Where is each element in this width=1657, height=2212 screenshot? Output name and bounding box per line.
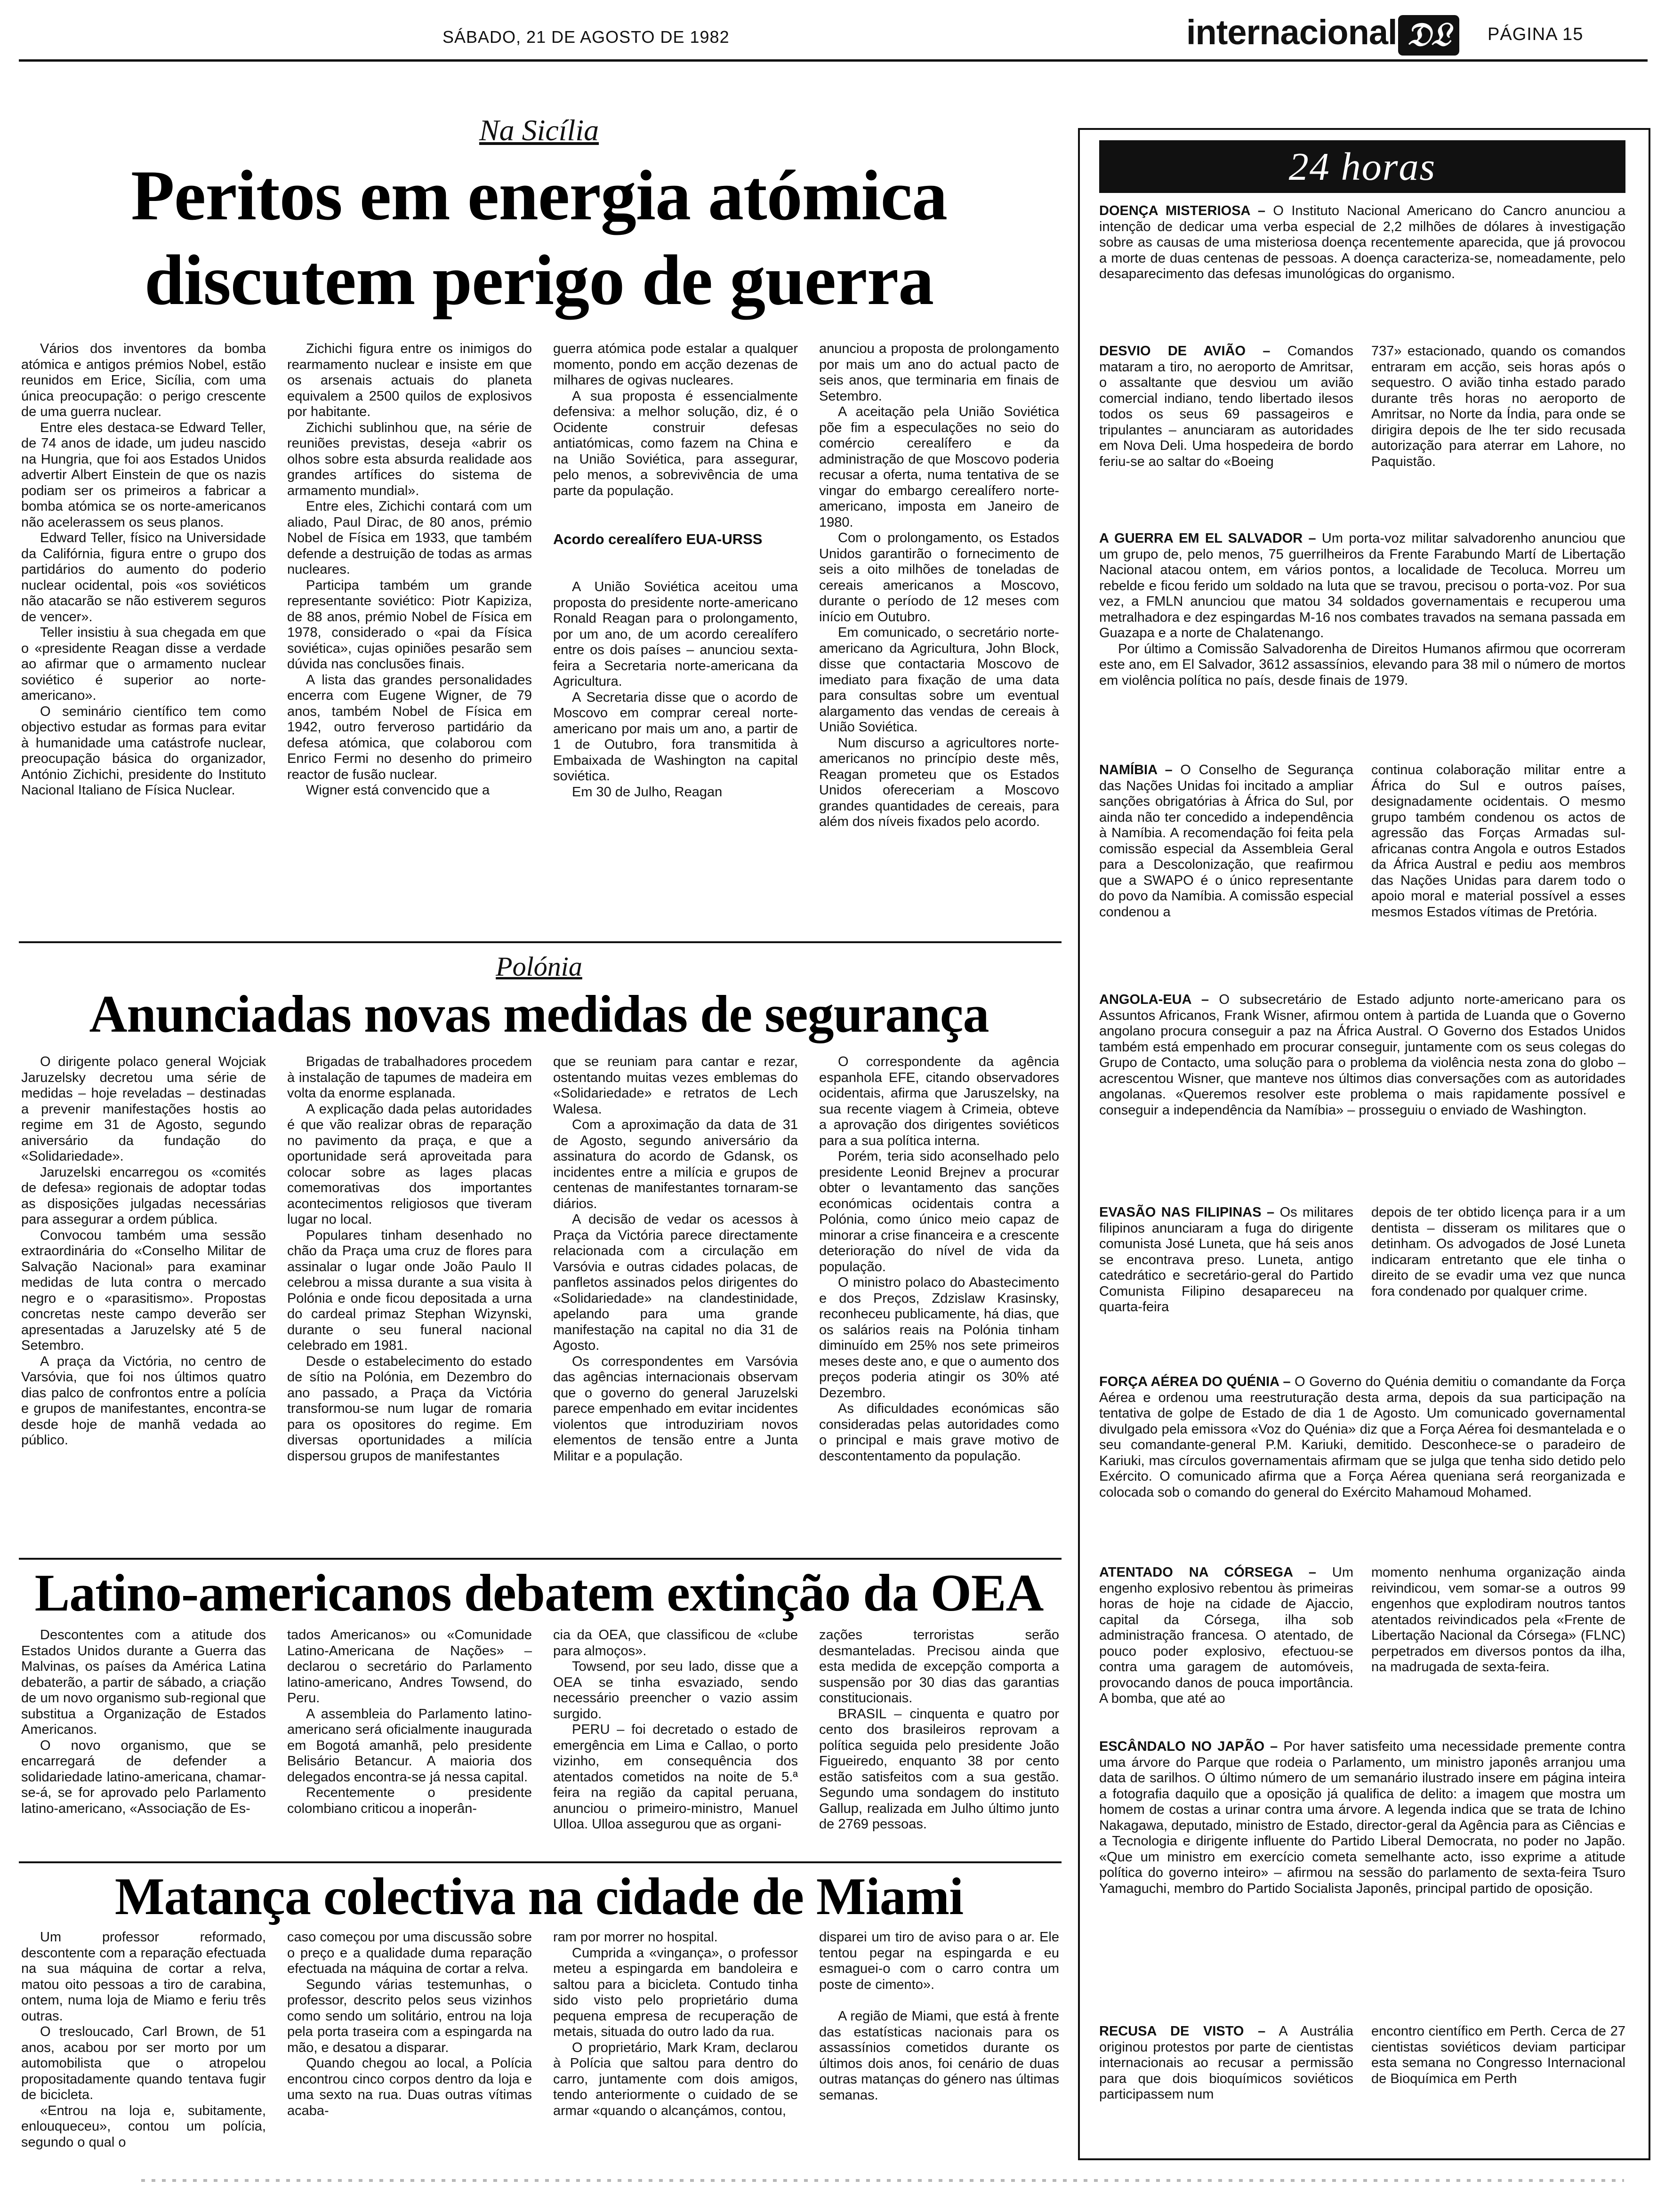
article1-paragraph: Participa também um grande representante soviético: Piotr Kapiziza, de 88 anos, prémio Nobel de Física em 1978, considerado o «pai da Física soviética», cujas opiniões pesarão sem dúvida nas conclusões finais. (287, 577, 532, 672)
article1-paragraph: Em comunicado, o secretário norte-americano da Agricultura, John Block, disse que contactaria Moscovo de imediato para fixação de uma data para consultas sobre um eventual alargamento das vendas de cereais à União Soviética. (819, 625, 1059, 735)
article3-paragraph: Descontentes com a atitude dos Estados Unidos durante a Guerra das Malvinas, os países da América Latina debaterão, a partir de sábado, a criação de um novo organismo sub-regional que substitua a Organização de Estados Americanos. (21, 1627, 266, 1737)
brief-doenca (1099, 203, 1625, 282)
article2-paragraph: Convocou também uma sessão extraordinária do «Conselho Militar de Salvação Nacional» para examinar medidas de luta contra o mercado negro e o «parasitismo». Propostas concretas neste campo deverão ser apresentadas a Jaruzelsky até 5 de Setembro. (21, 1227, 266, 1353)
article3-paragraph: BRASIL – cinquenta e quatro por cento dos brasileiros reprovam a política seguida pelo presidente João Figueiredo, enquanto 38 por cento estão satisfeitos com a sua gestão. Segundo uma sondagem do instituto Gallup, realizada em Julho último junto de 2769 pessoas. (819, 1706, 1059, 1832)
article1-paragraph: Em 30 de Julho, Reagan (572, 784, 723, 800)
brief-angola (1099, 992, 1625, 1118)
brief-label: EVASÃO NAS FILIPINAS – (1099, 1205, 1275, 1220)
brief-desvio-col1 (1099, 344, 1353, 470)
article4-column-3 (553, 1930, 798, 2119)
article2-column-1 (21, 1054, 266, 1449)
article2-paragraph: O dirigente polaco general Wojciak Jaruzelsky decretou uma série de medidas – hoje reveladas – destinadas a prevenir manifestações hostis ao regime em 31 de Agosto, segundo aniversário da fundação do «Solidariedade». (21, 1054, 266, 1164)
article3-paragraph: PERU – foi decretado o estado de emergência em Lima e Callao, o porto vizinho, em consequência dos atentados cometidos na noite de 5.ª feira na região da capital peruana, anunciou o primeiro-ministro, Manuel Ulloa. Ulloa assegurou que as organi- (553, 1722, 798, 1832)
article4-paragraph: Cumprida a «vingança», o professor meteu a espingarda em bandoleira e saltou para a bicicleta. Contudo tinha sido visto pelo proprietário duma pequena empresa de recuperação de metais, situada do outro lado da rua. (553, 1945, 798, 2039)
brief-text: 737» estacionado, quando os comandos entraram em acção, seis horas após o sequestro. O avião tinha estado parado durante três horas no aeroporto de Amritsar, no Norte da Índia, para onde se dirigira depois de lhe ter sido recusada autorização para aterrar em Lahore, no Paquistão. (1371, 344, 1625, 469)
article2-paragraph: O ministro polaco do Abastecimento e dos Preços, Zdzislaw Krasinsky, reconheceu publicamente, há dias, que os salários reais na Polónia tinham diminuído em 25% nos sete primeiros meses deste ano, e que o aumento dos preços poderia atingir os 30% até Dezembro. (819, 1275, 1059, 1401)
article1-paragraph: Wigner está convencido que a (306, 783, 490, 798)
article3-column-4 (819, 1627, 1059, 1833)
bottom-print-artifact (141, 2179, 1624, 2182)
brief-label: DESVIO DE AVIÃO – (1099, 344, 1271, 359)
article1-paragraph: Entre eles, Zichichi contará com um aliado, Paul Dirac, de 80 anos, prémio Nobel de Física em 1933, que também defende a destruição de todas as armas nucleares. (287, 499, 532, 577)
article4-column-2 (287, 1930, 532, 2119)
article2-headline: Anunciadas novas medidas de segurança (89, 985, 989, 1043)
brief-text: O Governo do Quénia demitiu o comandante da Força Aérea e ordenou uma reestruturação desta arma, depois da sua participação na tentativa de golpe de Estado de dia 1 de Agosto. Um comunicado governamental divulgado pela emissora «Voz do Quénia» diz que a Força Aérea foi desmantelada e o seu comandante-general P.M. Kariuki, demitido. Desconhece-se o paradeiro de Kariuki, mas círculos governamentais afirmam que se julga que tenha sido detido pelo Exército. O comunicado afirma que a Força Aérea queniana será reorganizada e colocada sob o comando do general do Exército Mahamoud Mohamed. (1099, 1374, 1626, 1500)
article2-paragraph: As dificuldades económicas são consideradas pelas autoridades como o principal e mais grave motivo de descontentamento da população. (819, 1401, 1059, 1464)
brief-label: A GUERRA EM EL SALVADOR – (1099, 531, 1316, 546)
article3-paragraph: cia da OEA, que classificou de «clube para almoços». (553, 1627, 798, 1659)
article3-paragraph: O novo organismo, que se encarregará de defender a solidariedade latino-americana, chamar-se-á, se for aprovado pelo Parlamento latino-americano, «Associação de Es- (21, 1738, 266, 1816)
article3-column-1 (21, 1627, 266, 1817)
brief-filipinas-col1 (1099, 1205, 1353, 1315)
article1-paragraph: Num discurso a agricultores norte-americanos no princípio deste mês, Reagan prometeu que os Estados Unidos ofereceriam a Moscovo grandes quantidades de cereais, para além dos níveis fixados pelo acordo. (819, 735, 1059, 829)
article1-kicker: Na Sicília (479, 113, 599, 147)
article4-paragraph: O proprietário, Mark Kram, declarou à Polícia que saltou para dentro do carro, juntamente com dois amigos, tendo anteriormente o cuidado de se armar «quando o alcançámos, contou, (553, 2040, 798, 2118)
brief-text: O Instituto Nacional Americano do Cancro anunciou a intenção de dedicar uma verba especial de 2,2 milhões de dólares à investigação sobre as causas de uma misteriosa doença recentemente aparecida, que já provocou a morte de duas centenas de pessoas. A doença caracteriza-se, nomeadamente, pelo desaparecimento das defesas imunológicas do organismo. (1099, 203, 1625, 281)
article4-paragraph: disparei um tiro de aviso para o ar. Ele tentou pegar na espingarda e eu esmaguei-o com o carro contra um poste de cimento». (819, 1930, 1059, 1992)
article2-paragraph: Jaruzelski encarregou os «comités de defesa» regionais de adoptar todas as disposições julgadas necessárias para assegurar a ordem pública. (21, 1164, 266, 1227)
article1-paragraph: A aceitação pela União Soviética põe fim a especulações no seio do comércio cerealífero e da administração de que Moscovo poderia recusar a oferta, numa tentativa de se vingar do embargo cerealífero norte-americano, imposta em Janeiro de 1980. (819, 404, 1059, 530)
brief-text: Por último a Comissão Salvadorenha de Direitos Humanos afirmou que ocorreram este ano, em El Salvador, 3612 assassínios, elevando para 38 mil o número de mortos em violência política no país, desde finais de 1979. (1099, 641, 1625, 688)
page-number: PÁGINA 15 (1488, 24, 1584, 44)
article1-paragraph: Edward Teller, físico na Universidade da Califórnia, figura entre o grupo dos partidários do aumento do poderio nuclear ocidental, pois «os soviéticos não atacarão se não estiverem seguros de vencer». (21, 530, 266, 625)
article1-paragraph: Vários dos inventores da bomba atómica e antigos prémios Nobel, estão reunidos em Erice, Sicília, com uma única preocupação: o perigo crescente de uma guerra nuclear. (21, 341, 266, 419)
article1-paragraph: Zichichi figura entre os inimigos do rearmamento nuclear e insiste em que os arsenais actuais do planeta equivalem a 2500 quilos de explosivos por habitante. (287, 341, 532, 419)
brief-label: DOENÇA MISTERIOSA – (1099, 203, 1265, 218)
article2-column-3 (553, 1054, 798, 1464)
article1-paragraph: A sua proposta é essencialmente defensiva: a melhor solução, diz, é o Ocidente construir defesas antiatómicas, como fazem na China e na União Soviética, para assegurar, pelo menos, a sobrevivência de uma parte da população. (553, 388, 798, 498)
brief-namibia-col1 (1099, 762, 1353, 920)
brief-label: FORÇA AÉREA DO QUÉNIA – (1099, 1374, 1291, 1389)
brief-label: ESCÂNDALO NO JAPÃO – (1099, 1739, 1278, 1754)
article4-column-1 (21, 1930, 266, 2150)
brief-label: NAMÍBIA – (1099, 762, 1173, 777)
article1-headline-line1: Peritos em energia atómica (131, 156, 947, 235)
brief-text: A Austrália originou protestos por parte de cientistas internacionais ao recusar a permissão para que dois bioquímicos soviéticos participassem num (1099, 2024, 1353, 2102)
brief-corsega-col1 (1099, 1565, 1353, 1707)
article4-paragraph: Segundo várias testemunhas, o professor, descrito pelos seus vizinhos como sendo um solitário, entrou na loja pela porta traseira com a espingarda na mão, e desatou a disparar. (287, 1977, 532, 2055)
brief-quenia (1099, 1374, 1625, 1500)
brief-text: Um porta-voz militar salvadorenho anunciou que um grupo de, pelo menos, 75 guerrilheiros da Frente Farabundo Martí de Libertação Nacional atacou ontem, em vários pontos, a localidade de Tecoluca. Morreu um rebelde e ficou ferido um soldado na luta que se travou, precisou o porta-voz. Por sua vez, a FMLN anunciou que matou 34 soldados governamentais e recuperou uma metralhadora e dez espingardas M-16 nos combates travados na semana passada em Guazapa e a norte de Chalatenango. (1099, 531, 1625, 641)
article1-subhead: Acordo cerealífero EUA-URSS (553, 531, 763, 547)
briefs-title: 24 horas (1099, 140, 1625, 193)
article4-paragraph: Um professor reformado, descontente com a reparação efectuada na sua máquina de cortar a relva, matou oito pessoas a tiro de carabina, ontem, numa loja de Miamo e feriu três outras. (21, 1930, 266, 2024)
brief-japao (1099, 1739, 1625, 1897)
article1-column-2 (287, 341, 532, 799)
article3-paragraph: Recentemente o presidente colombiano criticou a inoperân- (287, 1785, 532, 1816)
brief-label: ATENTADO NA CÓRSEGA – (1099, 1565, 1316, 1580)
article1-paragraph: Entre eles destaca-se Edward Teller, de 74 anos de idade, um judeu nascido na Hungria, que foi aos Estados Unidos advertir Albert Einstein de que os nazis podiam ser os primeiros a fabricar a bomba atómica se os norte-americanos não acelerassem os seus planos. (21, 420, 266, 530)
brief-text: O Conselho de Segurança das Nações Unidas foi incitado a ampliar sanções obrigatórias à África do Sul, por ainda não ter concedido a independência à Namíbia. A recomendação foi feita pela comissão especial da Assembleia Geral para a Descolonização, que reafirmou que a SWAPO é o único representante do povo da Namíbia. A comissão especial condenou a (1099, 762, 1353, 920)
article1-column-4 (819, 341, 1059, 830)
brief-desvio-col2 (1371, 344, 1625, 470)
page-date: SÁBADO, 21 DE AGOSTO DE 1982 (442, 27, 730, 47)
article-divider (19, 1861, 1062, 1863)
brief-corsega-col2 (1371, 1565, 1625, 1675)
article2-paragraph: Populares tinham desenhado no chão da Praça uma cruz de flores para assinalar o lugar onde João Paulo II celebrou a missa durante a sua visita à Polónia e onde ficou depositada a urna do cardeal primaz Stephan Wizynski, durante o seu funeral nacional celebrado em 1981. (287, 1227, 532, 1353)
brief-visto-col2 (1371, 2024, 1625, 2087)
article2-paragraph: A decisão de vedar os acessos à Praça da Victória parece directamente relacionada com a circulação em Varsóvia e outras cidades polacas, de panfletos assinados pelos dirigentes do «Solidariedade» na clandestinidade, apelando para uma grande manifestação na capital no dia 31 de Agosto. (553, 1212, 798, 1353)
article1-paragraph: O seminário científico tem como objectivo estudar as formas para evitar à humanidade uma catástrofe nuclear, preocupação básica do organizador, António Zichichi, presidente do Instituto Nacional Italiano de Física Nuclear. (21, 704, 266, 798)
brief-text: encontro científico em Perth. Cerca de 27 cientistas soviéticos deviam participar esta semana no Congresso Internacional de Bioquímica em Perth (1371, 2024, 1625, 2086)
article1-paragraph: Zichichi sublinhou que, na série de reuniões previstas, deseja «abrir os olhos sobre esta absurda realidade aos grandes artífices do sistema de armamento mundial». (287, 420, 532, 498)
article4-paragraph: ram por morrer no hospital. (553, 1930, 718, 1945)
article2-paragraph: O correspondente da agência espanhola EFE, citando observadores ocidentais, afirma que Jaruszelsky, na sua recente viagem à Crimeia, obteve a aprovação dos dirigentes soviéticos para a sua política interna. (819, 1054, 1059, 1148)
section-title: internacional (1186, 13, 1397, 52)
article4-paragraph: Quando chegou ao local, a Polícia encontrou cinco corpos dentro da loja e uma sexto na rua. Duas outras vítimas acaba- (287, 2056, 532, 2118)
article1-paragraph: A lista das grandes personalidades encerra com Eugene Wigner, de 79 anos, também Nobel de Física em 1942, outro ferveroso partidário da defesa atómica, que colaborou com Enrico Fermi no desenho do primeiro reactor de fusão nuclear. (287, 672, 532, 782)
brief-namibia-col2 (1371, 762, 1625, 920)
article2-paragraph: A explicação dada pelas autoridades é que vão realizar obras de reparação no pavimento da praça, e que a oportunidade será aproveitada para colocar sobre as lages placas comemorativas dos importantes acontecimentos religiosos que tiveram lugar no local. (287, 1101, 532, 1227)
brief-text: depois de ter obtido licença para ir a um dentista – disseram os militares que o detinham. Os advogados de José Luneta indicaram entretanto que ele tinha o direito de se evadir uma vez que nunca fora condenado por qualquer crime. (1371, 1205, 1625, 1299)
brief-salvador (1099, 531, 1625, 689)
article4-paragraph: caso começou por uma discussão sobre o preço e a qualidade duma reparação efectuada na máquina de cortar a relva. (287, 1930, 532, 1976)
article3-paragraph: tados Americanos» ou «Comunidade Latino-Americana de Nações» – declarou o secretário do Parlamento latino-americano, Andres Towsend, do Peru. (287, 1627, 532, 1706)
article1-paragraph: guerra atómica pode estalar a qualquer momento, pondo em acção dezenas de milhares de ogivas nucleares. (553, 341, 798, 388)
article2-paragraph: que se reuniam para cantar e rezar, ostentando muitas vezes emblemas do «Solidariedade» e retratos de Lech Walesa. (553, 1054, 798, 1117)
article1-column-3 (553, 341, 798, 800)
article3-paragraph: A assembleia do Parlamento latino-americano será oficialmente inaugurada em Bogotá amanhã, pelo presidente Belisário Betancur. A maioria dos delegados encontra-se já nessa capital. (287, 1706, 532, 1785)
article4-paragraph: «Entrou na loja e, subitamente, enlouqueceu», contou um polícia, segundo o qual o (21, 2103, 266, 2150)
article2-kicker: Polónia (496, 951, 582, 982)
brief-text: momento nenhuma organização ainda reivindicou, vem somar-se a outros 99 engenhos que explodiram noutros tantos atentados reivindicados pela «Frente de Libertação Nacional da Córsega» (FLNC) perpetrados em diversos pontos da ilha, na madrugada de sexta-feira. (1371, 1565, 1625, 1675)
brief-text: Por haver satisfeito uma necessidade premente contra uma árvore do Parque que rodeia o Parlamento, um ministro japonês arranjou uma data de sarilhos. O último número de um semanário ilustrado insere em página inteira a fotografia daquilo que a oposição já qualifica de delito: a imagem que mostra um homem de costas a urinar contra uma árvore. A legenda indica que se trata de Ichino Nakagawa, deputado, ministro de Estado, director-geral da Agência para as Ciências e a Tecnologia e dirigente influente do Partido Liberal Democrata, no poder no Japão. «Que um ministro em exercício cometa semelhante acto, isso exprime a atitude política do governo inteiro» – afirmou na sessão do parlamento de sexta-feira Tsuro Yamaguchi, membro do Partido Socialista Japonês, principal partido de oposição. (1099, 1739, 1626, 1896)
article4-paragraph: A região de Miami, que está à frente das estatísticas nacionais para os assassínios cometidos durante os últimos dois anos, foi cenário de duas outras matanças do género nas últimas semanas. (819, 2009, 1059, 2103)
article2-paragraph: Os correspondentes em Varsóvia das agências internacionais observam que o governo do general Jaruzelski parece empenhado em evitar incidentes violentos que introduziriam novos elementos de tensão entre a Junta Militar e a população. (553, 1354, 798, 1464)
article1-paragraph: anunciou a proposta de prolongamento por mais um ano do actual pacto de seis anos, que terminaria em finais de Setembro. (819, 341, 1059, 404)
brief-text: continua colaboração militar entre a África do Sul e outros países, designadamente ocidentais. O mesmo grupo também condenou os actos de agressão das Forças Armadas sul-africanas contra Angola e outros Estados da África Austral e pediu aos membros das Nações Unidas para darem todo o apoio moral e material possível a esses mesmos Estados vítimas de Pretória. (1371, 762, 1625, 920)
brief-text: Comandos mataram a tiro, no aeroporto de Amritsar, o assaltante que desviou um avião comercial indiano, tendo libertado ilesos todos os seus 69 passageiros e tripulantes – anunciaram as autoridades em Nova Deli. Uma hospedeira de bordo feriu-se ao saltar do «Boeing (1099, 344, 1353, 469)
article2-paragraph: Desde o estabelecimento do estado de sítio na Polónia, em Dezembro do ano passado, a Praça da Victória transformou-se num lugar de romaria para os opositores do regime. Em diversas oportunidades a milícia dispersou grupos de manifestantes (287, 1354, 532, 1464)
article4-headline: Matança colectiva na cidade de Miami (114, 1867, 964, 1926)
brief-text: O subsecretário de Estado adjunto norte-americano para os Assuntos Africanos, Frank Wisner, afirmou ontem à partida de Luanda que o Governo angolano procura conseguir a paz na África Austral. O Governo dos Estados Unidos também está empenhado em procurar conseguir, juntamente com os seus colegas do Grupo de Contacto, uma solução para o problema da violência nesta zona do globo – acrescentou Wisner, que manteve nos últimos dias conversações com as autoridades angolanas. «Queremos resolver este problema o mais rapidamente possível e conseguir a independência da Namíbia» – prosseguiu o enviado de Washington. (1099, 992, 1625, 1118)
article1-headline-line2: discutem perigo de guerra (144, 240, 934, 320)
article3-column-2 (287, 1627, 532, 1817)
header-rule (19, 59, 1648, 62)
article3-column-3 (553, 1627, 798, 1833)
article1-column-1 (21, 341, 266, 799)
article2-paragraph: A praça da Victória, no centro de Varsóvia, que foi nos últimos quatro dias palco de confrontos entre a polícia e grupos de manifestantes, encontra-se desde hoje de manhã vedada ao público. (21, 1354, 266, 1448)
newspaper-logo: 𝔇𝔏 (1398, 15, 1459, 56)
article3-paragraph: zações terroristas serão desmanteladas. Precisou ainda que esta medida de excepção comporta a suspensão por 30 dias das garantias constitucionais. (819, 1627, 1059, 1706)
brief-text: Os militares filipinos anunciaram a fuga do dirigente comunista José Luneta, que há seis anos se encontrava preso. Luneta, antigo catedrático e secretário-geral do Partido Comunista Filipino desapareceu na quarta-feira (1099, 1205, 1353, 1314)
article1-paragraph: Teller insistiu à sua chegada em que o «presidente Reagan disse a verdade ao afirmar que o armamento nuclear soviético é superior ao norte-americano». (21, 625, 266, 703)
article2-paragraph: Porém, teria sido aconselhado pelo presidente Leonid Brejnev a procurar obter o levantamento das sanções económicas ocidentais contra a Polónia, como único meio capaz de minorar a crise financeira e a crescente deterioração do nível de vida da população. (819, 1149, 1059, 1274)
article3-headline: Latino-americanos debatem extinção da OEA (34, 1564, 1044, 1622)
article-divider (19, 1558, 1062, 1560)
article4-paragraph: O tresloucado, Carl Brown, de 51 anos, acabou por ser morto por um automobilista que o atropelou propositadamente quando tentava fugir de bicicleta. (21, 2024, 266, 2102)
brief-visto-col1 (1099, 2024, 1353, 2103)
article2-column-4 (819, 1054, 1059, 1464)
article4-column-4 (819, 1930, 1059, 2103)
article2-paragraph: Com a aproximação da data de 31 de Agosto, segundo aniversário da assinatura do acordo de Gdansk, os incidentes entre a milícia e grupos de centenas de manifestantes tornaram-se diários. (553, 1117, 798, 1211)
article2-column-2 (287, 1054, 532, 1464)
brief-label: RECUSA DE VISTO – (1099, 2024, 1266, 2039)
article1-paragraph: Com o prolongamento, os Estados Unidos garantirão o fornecimento de seis a oito milhões de toneladas de cereais americanos a Moscovo, durante o período de 12 meses com início em Outubro. (819, 530, 1059, 625)
brief-filipinas-col2 (1371, 1205, 1625, 1299)
brief-label: ANGOLA-EUA – (1099, 992, 1209, 1007)
article1-paragraph: A União Soviética aceitou uma proposta do presidente norte-americano Ronald Reagan para o prolongamento, por um ano, de um acordo cerealífero entre os dois países – anunciou sexta-feira a Secretaria norte-americana da Agricultura. (553, 579, 798, 689)
article3-paragraph: Towsend, por seu lado, disse que a OEA se tinha esvaziado, sendo necessário preencher o vazio assim surgido. (553, 1659, 798, 1722)
brief-text: Um engenho explosivo rebentou às primeiras horas de hoje na cidade de Ajaccio, capital da Córsega, ilha sob administração francesa. O atentado, de pouco poder explosivo, efectuou-se contra uma garagem de automóveis, provocando danos de pouca importância. A bomba, que até ao (1099, 1565, 1353, 1706)
article-divider (19, 941, 1062, 943)
article1-paragraph: A Secretaria disse que o acordo de Moscovo em comprar cereal norte-americano por mais um ano, a partir de 1 de Outubro, fora transmitida à Embaixada de Washington na capital soviética. (553, 689, 798, 784)
article2-paragraph: Brigadas de trabalhadores procedem à instalação de tapumes de madeira em volta da enorme esplanada. (287, 1054, 532, 1101)
